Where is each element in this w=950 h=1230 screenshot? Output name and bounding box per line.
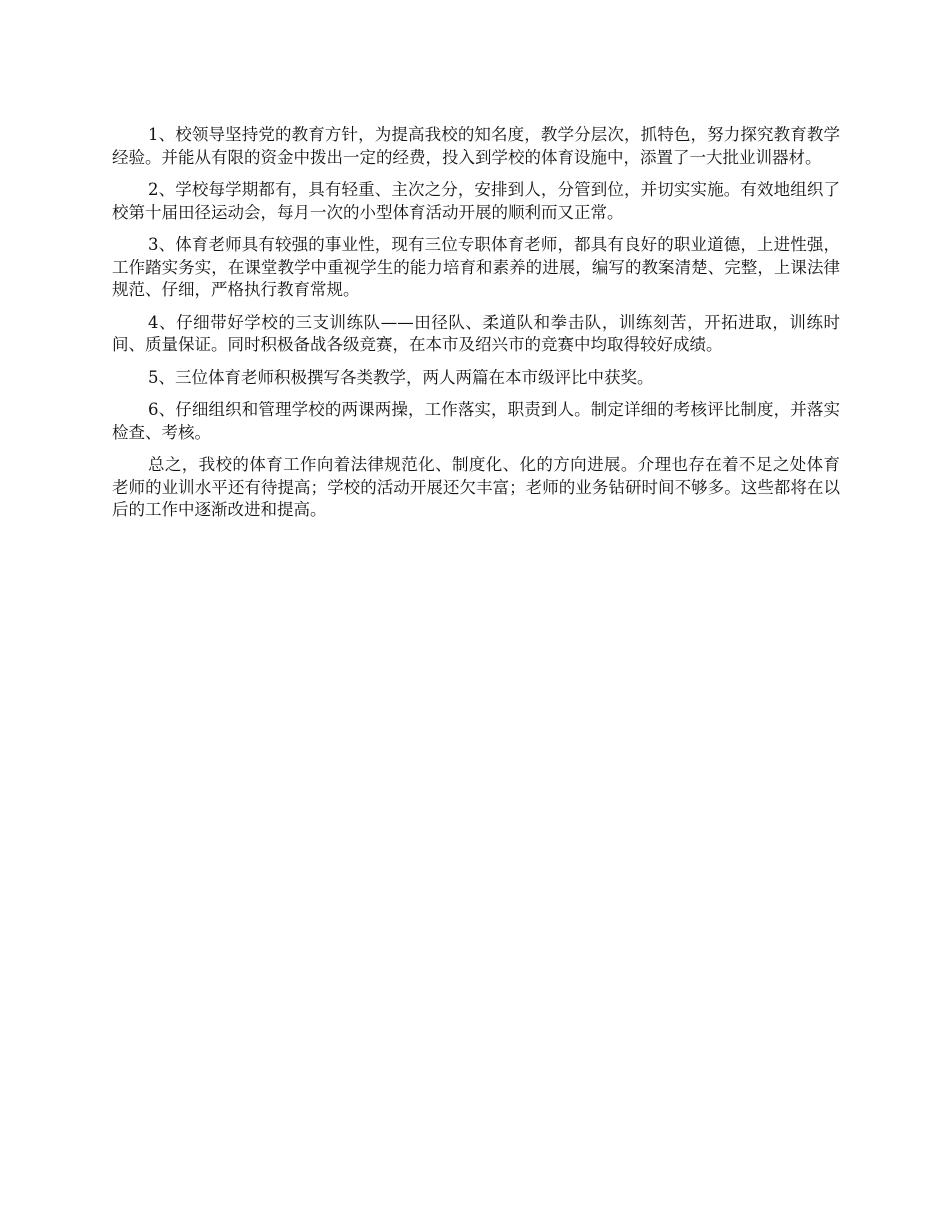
paragraph-2: 2、学校每学期都有，具有轻重、主次之分，安排到人，分管到位，并切实实施。有效地组织了校第十届田径运动会，每月一次的小型体育活动开展的顺利而又正常。 — [112, 180, 840, 222]
paragraph-3: 3、体育老师具有较强的事业性，现有三位专职体育老师，都具有良好的职业道德，上进性强，工作踏实务实，在课堂教学中重视学生的能力培育和素养的进展，编写的教案清楚、完整，上课法律规范、仔细，严格执行教育常规。 — [112, 235, 840, 299]
paragraph-4: 4、仔细带好学校的三支训练队——田径队、柔道队和拳击队，训练刻苦，开拓进取，训练时间、质量保证。同时积极备战各级竞赛，在本市及绍兴市的竞赛中均取得较好成绩。 — [112, 312, 840, 354]
document-body — [112, 124, 840, 532]
paragraph-6: 6、仔细组织和管理学校的两课两操，工作落实，职责到人。制定详细的考核评比制度，并落实检查、考核。 — [112, 400, 840, 442]
paragraph-summary: 总之，我校的体育工作向着法律规范化、制度化、化的方向进展。介理也存在着不足之处体育老师的业训水平还有待提高；学校的活动开展还欠丰富；老师的业务钻研时间不够多。这些都将在以后的工作中逐渐改进和提高。 — [112, 455, 840, 519]
paragraph-1: 1、校领导坚持党的教育方针，为提高我校的知名度，教学分层次，抓特色，努力探究教育教学经验。并能从有限的资金中拨出一定的经费，投入到学校的体育设施中，添置了一大批业训器材。 — [112, 125, 840, 167]
paragraph-5: 5、三位体育老师积极撰写各类教学，两人两篇在本市级评比中获奖。 — [148, 367, 654, 387]
